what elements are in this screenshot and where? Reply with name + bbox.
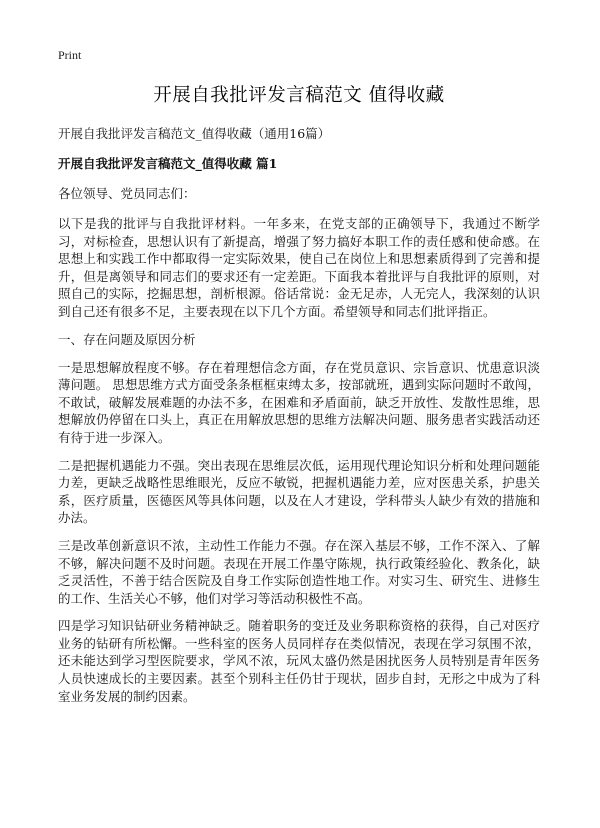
problem-paragraph-3: 三是改革创新意识不浓，主动性工作能力不强。存在深入基层不够，工作不深入、了解不够，解决问题不及时问题。表现在开展工作墨守陈规，执行政策经验化、教条化，缺乏灵活性，不善于结合医院及自身工作实际创造性地工作。对实习生、研究生、进修生的工作、生活关心不够，他们对学习等活动积极性不高。: [58, 537, 540, 606]
problem-paragraph-4: 四是学习知识钻研业务精神缺乏。随着职务的变迁及业务职称资格的获得，自己对医疗业务的钻研有所松懈。一些科室的医务人员同样存在类似情况，表现在学习氛围不浓，还未能达到学习型医院要求，学风不浓，玩风太盛仍然是困扰医务人员特别是青年医务人员快速成长的主要因素。甚至个别科主任仍甘于现状，固步自封，无形之中成为了科室业务发展的制约因素。: [58, 618, 540, 704]
problem-paragraph-1: 一是思想解放程度不够。存在着理想信念方面，存在党员意识、宗旨意识、忧患意识淡薄问题。 思想思维方式方面受条条框框束缚太多，按部就班，遇到实际问题时不敢闯，不敢试，破解发展难题的办法不多，在困难和矛盾面前，缺乏开放性、发散性思维，思想解放仍停留在口头上，真正在用解放思想的思维方法解决问题、服务患者实践活动还有待于进一步深入。: [58, 359, 540, 445]
problems-heading: 一、存在问题及原因分析: [58, 331, 196, 347]
print-link[interactable]: Print: [58, 48, 82, 62]
document-subtitle: 开展自我批评发言稿范文_值得收藏（通用16篇）: [58, 126, 331, 141]
intro-paragraph: 以下是我的批评与自我批评材料。一年多来，在党支部的正确领导下，我通过不断学习，对标检查，思想认识有了新提高，增强了努力搞好本职工作的责任感和使命感。在思想上和实践工作中都取得一定实际效果，使自己在岗位上和思想素质得到了完善和提升，但是离领导和同志们的要求还有一定差距。下面我本着批评与自我批评的原则，对照自己的实际，挖掘思想，剖析根源。俗话常说：金无足赤，人无完人，我深刻的认识到自己还有很多不足，主要表现在以下几个方面。希望领导和同志们批评指正。: [58, 216, 540, 319]
problem-paragraph-2: 二是把握机遇能力不强。突出表现在思维层次低，运用现代理论知识分析和处理问题能力差，更缺乏战略性思维眼光，反应不敏锐，把握机遇能力差，应对医患关系，护患关系，医疗质量，医德医风等具体问题，以及在人才建设，学科带头人缺少有效的措施和办法。: [58, 457, 540, 526]
section-heading: 开展自我批评发言稿范文_值得收藏 篇1: [58, 156, 278, 171]
page-title: 开展自我批评发言稿范文 值得收藏: [153, 85, 445, 106]
salutation: 各位领导、党员同志们：: [58, 186, 196, 201]
